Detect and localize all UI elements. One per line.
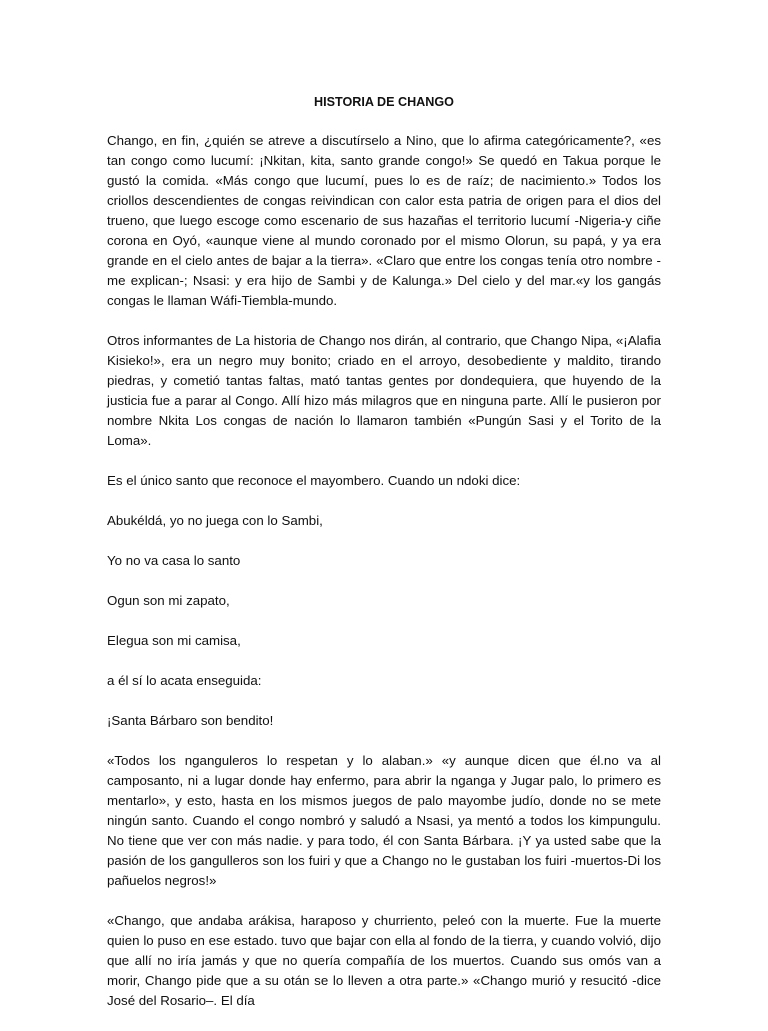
paragraph: Chango, en fin, ¿quién se atreve a discutírselo a Nino, que lo afirma categóricamente?, «es tan congo como lucumí: ¡Nkitan, kita, santo grande congo!» Se quedó en Takua porque le gustó la comida. «Más congo que lucumí, pues lo es de raíz; de nacimiento.» Todos los criollos descendientes de congas reivindican con calor esta patria de origen para el dios del trueno, que luego escoge como escenario de sus hazañas el territorio lucumí -Nigeria-y ciñe corona en Oyó, «aunque viene al mundo coronado por el mismo Olorun, su papá, y ya era grande en el cielo antes de bajar a la tierra». «Claro que entre los congas tenía otro nombre -me explican-; Nsasi: y era hijo de Sambi y de Kalunga.» Del cielo y del mar.«y los gangás congas le llaman Wáfi-Tiembla-mundo.	[107, 133, 661, 308]
paragraph: Es el único santo que reconoce el mayombero. Cuando un ndoki dice:	[107, 473, 521, 488]
document-body	[107, 131, 661, 1031]
paragraph: «Chango, que andaba arákisa, haraposo y churriento, peleó con la muerte. Fue la muerte quien lo puso en ese estado. tuvo que bajar con ella al fondo de la tierra, y cuando volvió, dijo que allí no iría jamás y que no quería compañía de los muertos. Cuando sus omós van a morir, Chango pide que a su otán se lo lleven a otra parte.» «Chango murió y resucitó -dice José del Rosario–. El día	[107, 913, 661, 1008]
verse-line: Abukéldá, yo no juega con lo Sambi,	[107, 513, 323, 528]
verse-line: ¡Santa Bárbaro son bendito!	[107, 713, 274, 728]
paragraph: Otros informantes de La historia de Chango nos dirán, al contrario, que Chango Nipa, «¡Alafia Kisieko!», era un negro muy bonito; criado en el arroyo, desobediente y maldito, tirando piedras, y cometió tantas faltas, mató tantas gentes por dondequiera, que huyendo de la justicia fue a parar al Congo. Allí hizo más milagros que en ninguna parte. Allí le pusieron por nombre Nkita Los congas de nación lo llamaron también «Pungún Sasi y el Torito de la Loma».	[107, 333, 661, 448]
verse-line: Yo no va casa lo santo	[107, 553, 241, 568]
verse-line: Ogun son mi zapato,	[107, 593, 230, 608]
verse-line: Elegua son mi camisa,	[107, 633, 241, 648]
paragraph: «Todos los nganguleros lo respetan y lo alaban.» «y aunque dicen que él.no va al camposanto, ni a lugar donde hay enfermo, para abrir la nganga y Jugar palo, lo primero es mentarlo», y esto, hasta en los mismos juegos de palo mayombe judío, donde no se mete ningún santo. Cuando el congo nombró y saludó a Nsasi, ya mentó a todos los kimpungulu. No tiene que ver con más nadie. y para todo, él con Santa Bárbara. ¡Y ya usted sabe que la pasión de los gangulleros son los fuiri y que a Chango no le gustaban los fuiri -muertos-Di los pañuelos negros!»	[107, 753, 661, 888]
verse-line: a él sí lo acata enseguida:	[107, 673, 262, 688]
document-title: HISTORIA DE CHANGO	[314, 95, 454, 109]
